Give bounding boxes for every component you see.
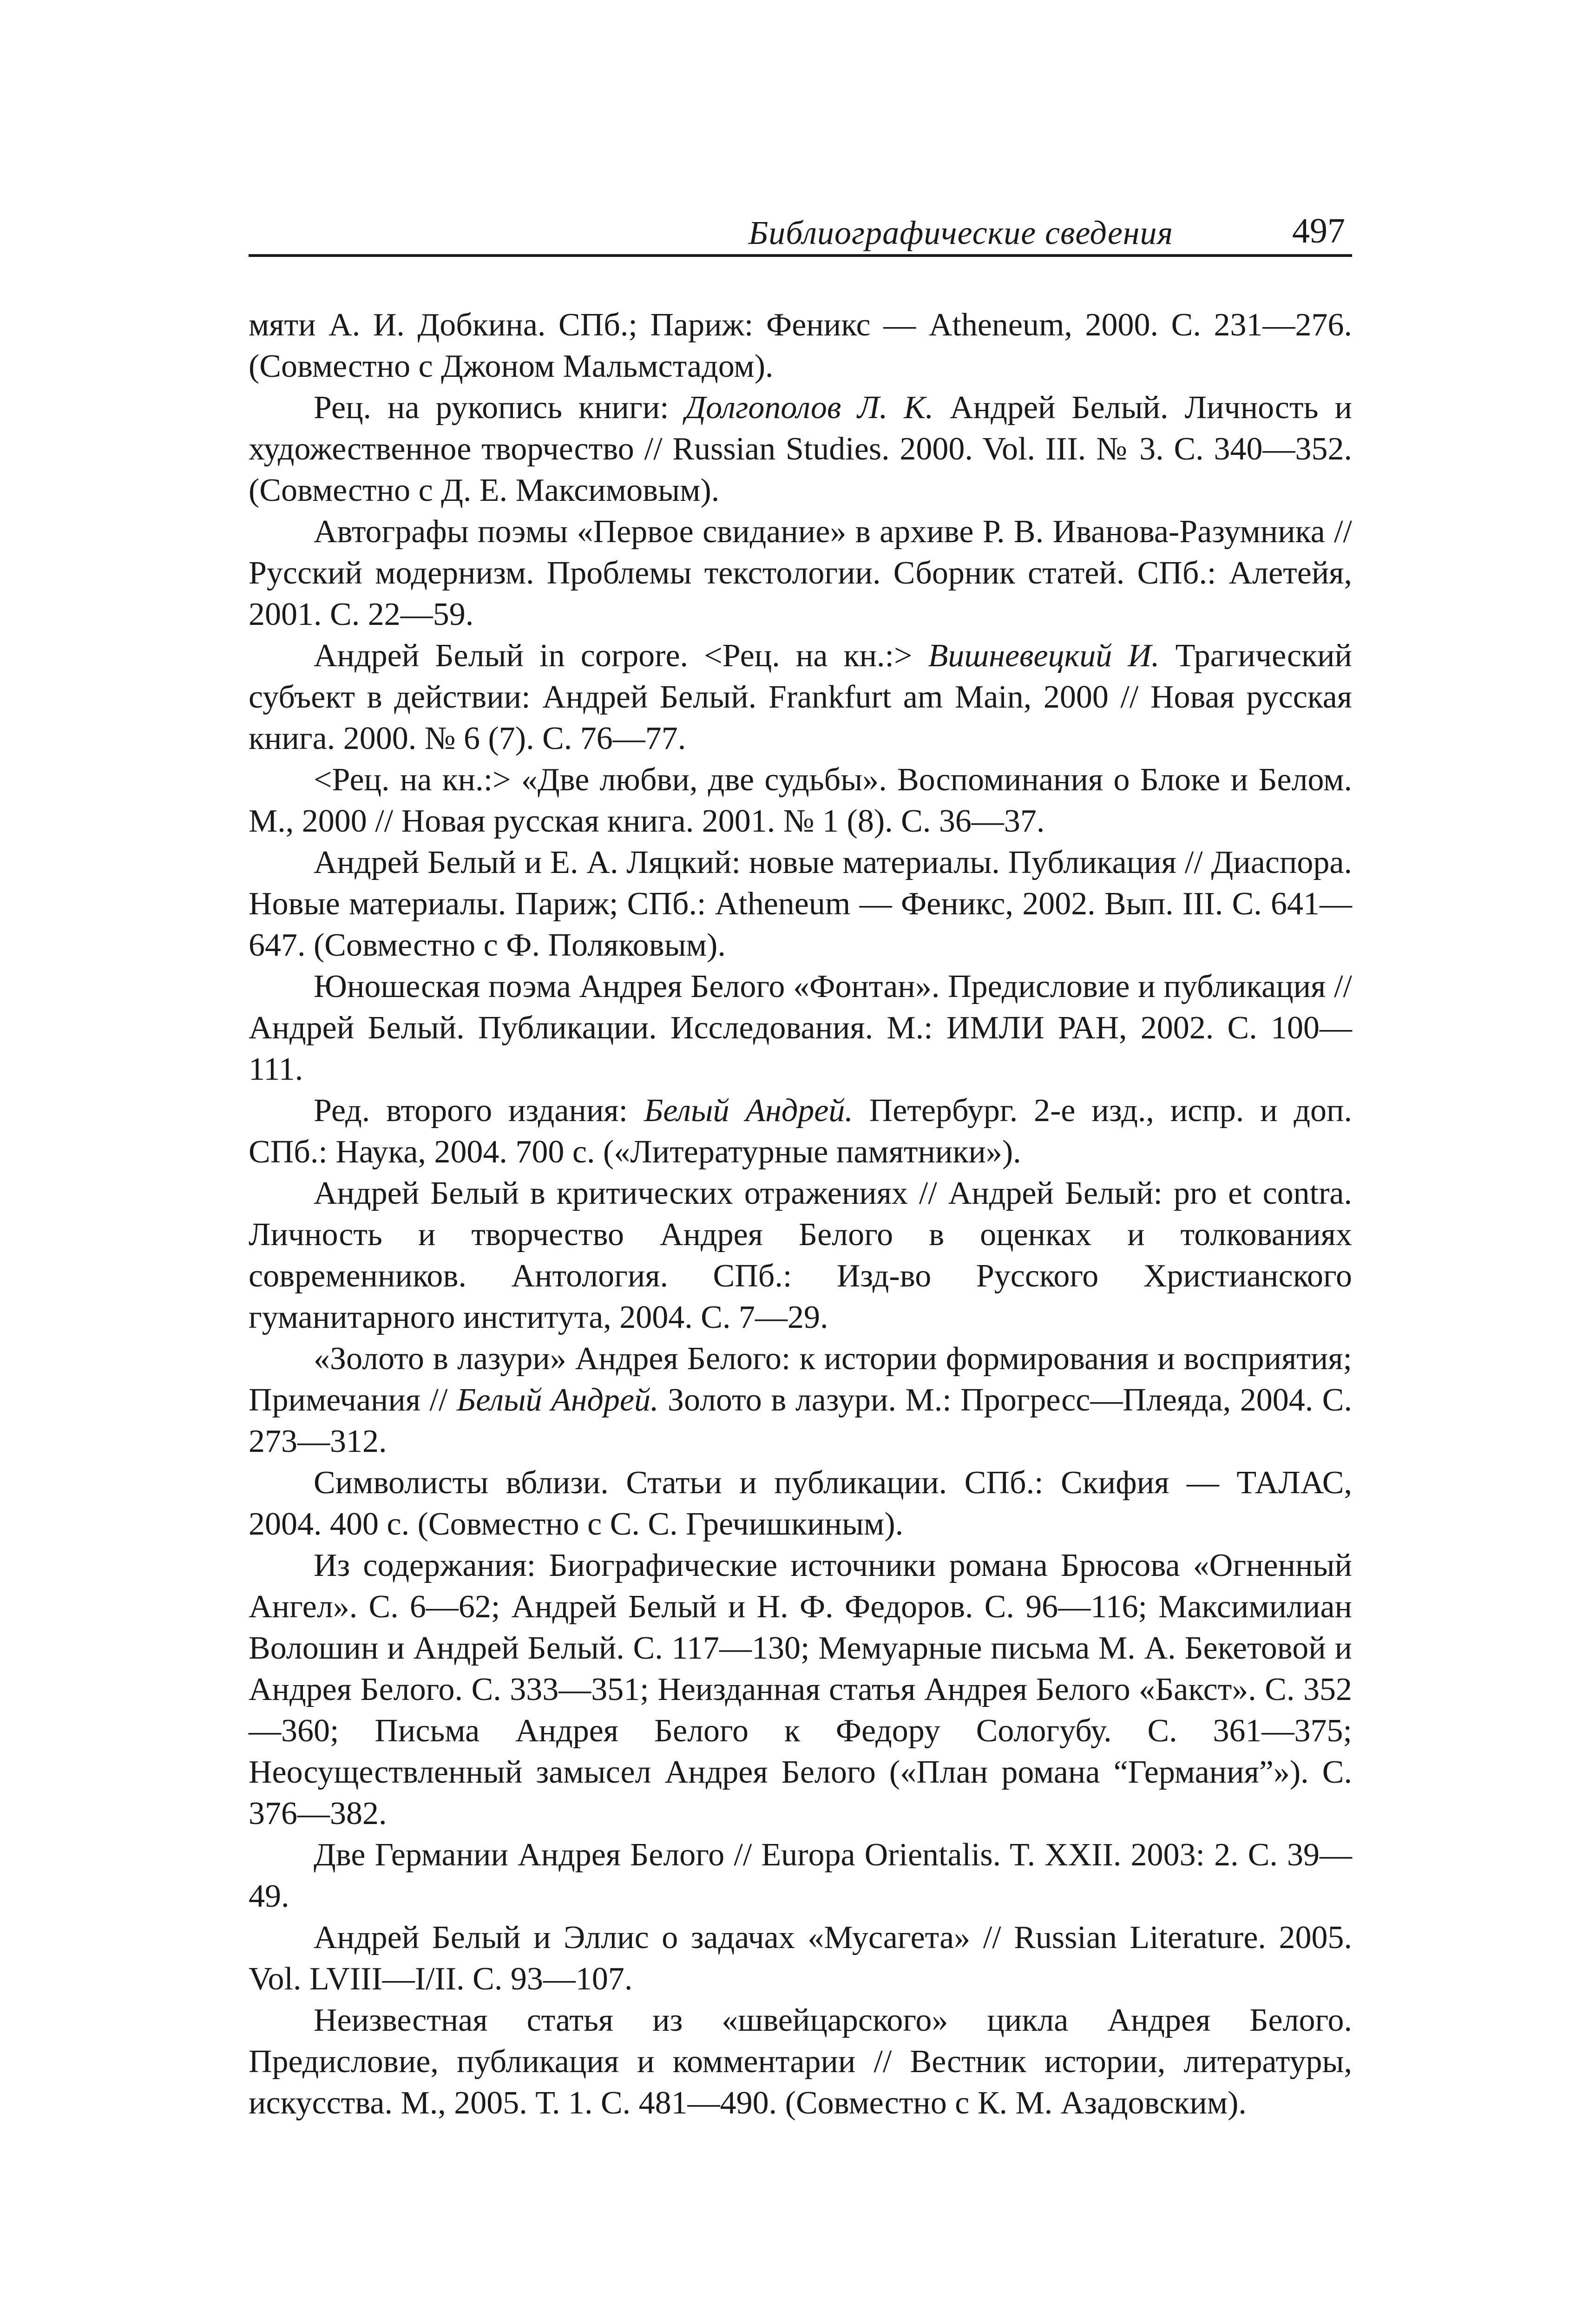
page-number: 497: [1292, 211, 1345, 250]
entry-text: Две Германии Андрея Белого // Europa Orientalis. T. XXII. 2003: 2. С. 39—49.: [249, 1837, 1352, 1914]
entry-text: Рец. на рукопись книги:: [314, 390, 685, 426]
entry-text: Юношеская поэма Андрея Белого «Фонтан». Предисловие и публикация // Андрей Белый. Публикации. Исследования. М.: ИМЛИ РАН, 2002. С. 100—111.: [249, 969, 1352, 1087]
running-head: [249, 209, 1352, 260]
bibliography-entry: [249, 1834, 1352, 1917]
bibliography-entry: [249, 1173, 1352, 1338]
entry-text: Петербург. 2-е изд., испр. и доп. СПб.: Наука, 2004. 700 с. («Литературные памятники»).: [249, 1093, 1352, 1170]
bibliography-entry: [249, 1090, 1352, 1173]
entry-text: Андрей Белый в критических отражениях // Андрей Белый: pro et contra. Личность и творчество Андрея Белого в оценках и толкованиях современников. Антология. СПб.: Изд-во Русского Христианского гуманитарного института, 2004. С. 7—29.: [249, 1175, 1352, 1335]
bibliography-entry: [249, 759, 1352, 842]
entry-text: Трагический субъект в действии: Андрей Белый. Frankfurt am Main, 2000 // Новая русская книга. 2000. № 6 (7). С. 76—77.: [249, 638, 1352, 756]
entry-text: мяти А. И. Добкина. СПб.; Париж: Феникс — Atheneum, 2000. С. 231—276. (Совместно с Джоном Мальмстадом).: [249, 307, 1352, 384]
bibliography-entry: [249, 1338, 1352, 1462]
entry-text: Андрей Белый in corpore. <Рец. на кн.:>: [314, 638, 928, 674]
bibliography-entry: [249, 842, 1352, 966]
bibliography-entry: [249, 304, 1352, 387]
entry-text: «Золото в лазури» Андрея Белого: к истории формирования и восприятия; Примечания //: [249, 1341, 1352, 1418]
bibliography-entry: [249, 387, 1352, 511]
entry-author: Вишневецкий И.: [928, 638, 1160, 674]
bibliography-entry: [249, 1545, 1352, 1834]
entry-text: Ред. второго издания:: [314, 1093, 644, 1129]
bibliography-list: [249, 304, 1352, 2124]
entry-text: Андрей Белый и Е. А. Ляцкий: новые материалы. Публикация // Диаспора. Новые материалы. Париж; СПб.: Atheneum — Феникс, 2002. Вып. III. С. 641—647. (Совместно с Ф. Поляковым).: [249, 845, 1352, 963]
bibliography-entry: [249, 966, 1352, 1090]
entry-text: Неизвестная статья из «швейцарского» цикла Андрея Белого. Предисловие, публикация и комментарии // Вестник истории, литературы, искусства. М., 2005. Т. 1. С. 481—490. (Совместно с К. М. Азадовским).: [249, 2002, 1352, 2121]
entry-text: Автографы поэмы «Первое свидание» в архиве Р. В. Иванова-Разумника // Русский модернизм. Проблемы текстологии. Сборник статей. СПб.: Алетейя, 2001. С. 22—59.: [249, 514, 1352, 632]
running-title: Библиографические сведения: [748, 214, 1173, 251]
bibliography-entry: [249, 2000, 1352, 2124]
entry-text: Из содержания: Биографические источники романа Брюсова «Огненный Ангел». С. 6—62; Андрей Белый и Н. Ф. Федоров. С. 96—116; Максимилиан Волошин и Андрей Белый. С. 117—130; Мемуарные письма М. А. Бекетовой и Андрея Белого. С. 333—351; Неизданная статья Андрея Белого «Бакст». С. 352—360; Письма Андрея Белого к Федору Сологубу. С. 361—375; Неосуществленный замысел Андрея Белого («План романа “Германия”»). С. 376—382.: [249, 1548, 1352, 1831]
entry-author: Белый Андрей.: [456, 1382, 659, 1418]
entry-text: Андрей Белый. Личность и художественное творчество // Russian Studies. 2000. Vol. III. № 3. С. 340—352. (Совместно с Д. Е. Максимовым).: [249, 390, 1352, 508]
header-rule: [249, 254, 1352, 257]
bibliography-entry: [249, 1462, 1352, 1545]
entry-author: Белый Андрей.: [644, 1093, 853, 1129]
entry-author: Долгополов Л. К.: [685, 390, 934, 426]
entry-text: <Рец. на кн.:> «Две любви, две судьбы». Воспоминания о Блоке и Белом. М., 2000 // Новая русская книга. 2001. № 1 (8). С. 36—37.: [249, 762, 1352, 839]
bibliography-entry: [249, 1917, 1352, 2000]
entry-text: Символисты вблизи. Статьи и публикации. СПб.: Скифия — ТАЛАС, 2004. 400 с. (Совместно с С. С. Гречишкиным).: [249, 1465, 1352, 1542]
bibliography-entry: [249, 635, 1352, 759]
bibliography-entry: [249, 511, 1352, 635]
entry-text: Золото в лазури. М.: Прогресс—Плеяда, 2004. С. 273—312.: [249, 1382, 1352, 1459]
entry-text: Андрей Белый и Эллис о задачах «Мусагета» // Russian Literature. 2005. Vol. LVIII—I/II. С. 93—107.: [249, 1920, 1352, 1997]
